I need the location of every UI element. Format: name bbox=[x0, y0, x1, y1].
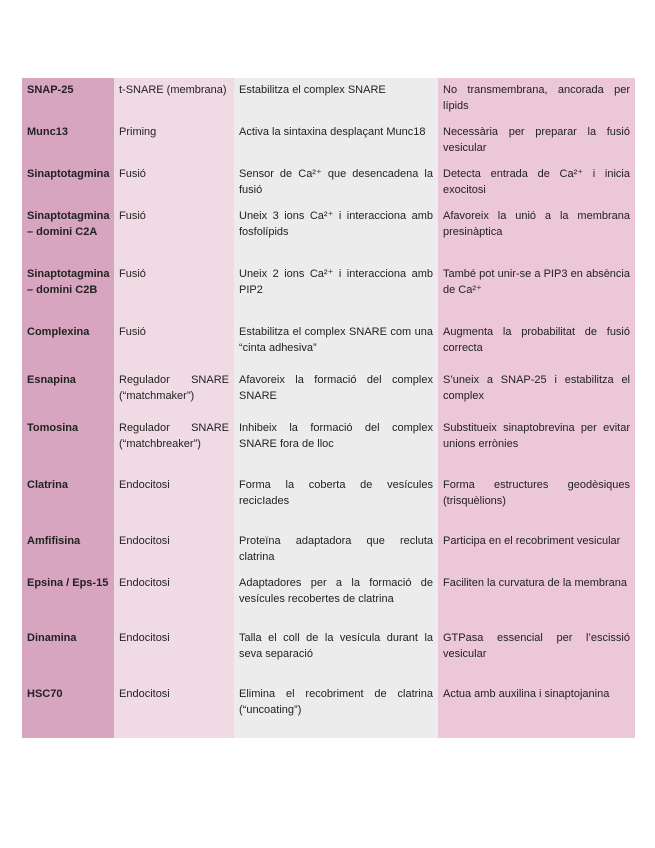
description-cell: Adaptadores per a la formació de vesícules recobertes de clatrina bbox=[234, 571, 438, 626]
table-row bbox=[22, 682, 635, 738]
function-cell: Endocitosi bbox=[114, 682, 234, 738]
protein-name-cell: Sinaptotagmina – domini C2A bbox=[22, 204, 114, 262]
table-row bbox=[22, 571, 635, 626]
description-cell: Talla el coll de la vesícula durant la seva separació bbox=[234, 626, 438, 682]
table-row bbox=[22, 416, 635, 473]
protein-name-cell: HSC70 bbox=[22, 682, 114, 738]
note-cell: Actua amb auxilina i sinaptojanina bbox=[438, 682, 635, 738]
function-cell: Fusió bbox=[114, 162, 234, 204]
function-cell: Priming bbox=[114, 120, 234, 162]
function-cell: Endocitosi bbox=[114, 626, 234, 682]
description-cell: Proteïna adaptadora que recluta clatrina bbox=[234, 529, 438, 571]
table-body bbox=[22, 78, 635, 738]
protein-name-cell: Complexina bbox=[22, 320, 114, 368]
function-cell: Endocitosi bbox=[114, 571, 234, 626]
protein-table bbox=[22, 78, 635, 738]
description-cell: Activa la sintaxina desplaçant Munc18 bbox=[234, 120, 438, 162]
protein-name-cell: Sinaptotagmina bbox=[22, 162, 114, 204]
protein-name-cell: SNAP-25 bbox=[22, 78, 114, 120]
note-cell: No transmembrana, ancorada per lípids bbox=[438, 78, 635, 120]
function-cell: Endocitosi bbox=[114, 529, 234, 571]
description-cell: Elimina el recobriment de clatrina (“uncoating”) bbox=[234, 682, 438, 738]
protein-name-cell: Amfifisina bbox=[22, 529, 114, 571]
protein-name-cell: Epsina / Eps-15 bbox=[22, 571, 114, 626]
note-cell: Augmenta la probabilitat de fusió correcta bbox=[438, 320, 635, 368]
description-cell: Afavoreix la formació del complex SNARE bbox=[234, 368, 438, 416]
function-cell: Fusió bbox=[114, 320, 234, 368]
note-cell: Faciliten la curvatura de la membrana bbox=[438, 571, 635, 626]
note-cell: Necessària per preparar la fusió vesicular bbox=[438, 120, 635, 162]
description-cell: Forma la coberta de vesícules recicIades bbox=[234, 473, 438, 529]
table-row bbox=[22, 368, 635, 416]
protein-name-cell: Esnapina bbox=[22, 368, 114, 416]
note-cell: Participa en el recobriment vesicular bbox=[438, 529, 635, 571]
note-cell: Afavoreix la unió a la membrana presinàptica bbox=[438, 204, 635, 262]
function-cell: Fusió bbox=[114, 204, 234, 262]
description-cell: Uneix 3 ions Ca²⁺ i interacciona amb fosfolípids bbox=[234, 204, 438, 262]
function-cell: Endocitosi bbox=[114, 473, 234, 529]
note-cell: GTPasa essencial per l’escissió vesicular bbox=[438, 626, 635, 682]
function-cell: Regulador SNARE (“matchbreaker”) bbox=[114, 416, 234, 473]
protein-name-cell: Sinaptotagmina – domini C2B bbox=[22, 262, 114, 320]
note-cell: S’uneix a SNAP-25 i estabilitza el complex bbox=[438, 368, 635, 416]
table-row bbox=[22, 162, 635, 204]
description-cell: Inhibeix la formació del complex SNARE fora de lloc bbox=[234, 416, 438, 473]
table-row bbox=[22, 529, 635, 571]
protein-name-cell: Tomosina bbox=[22, 416, 114, 473]
description-cell: Estabilitza el complex SNARE com una “cinta adhesiva” bbox=[234, 320, 438, 368]
description-cell: Estabilitza el complex SNARE bbox=[234, 78, 438, 120]
protein-name-cell: Munc13 bbox=[22, 120, 114, 162]
description-cell: Uneix 2 ions Ca²⁺ i interacciona amb PIP2 bbox=[234, 262, 438, 320]
table-row bbox=[22, 626, 635, 682]
table-row bbox=[22, 262, 635, 320]
function-cell: Fusió bbox=[114, 262, 234, 320]
note-cell: Substitueix sinaptobrevina per evitar unions errònies bbox=[438, 416, 635, 473]
table-row bbox=[22, 320, 635, 368]
protein-name-cell: Clatrina bbox=[22, 473, 114, 529]
table-row bbox=[22, 120, 635, 162]
note-cell: Forma estructures geodèsiques (trisquèlions) bbox=[438, 473, 635, 529]
note-cell: Detecta entrada de Ca²⁺ i inicia exocitosi bbox=[438, 162, 635, 204]
table-row bbox=[22, 473, 635, 529]
function-cell: Regulador SNARE (“matchmaker”) bbox=[114, 368, 234, 416]
function-cell: t-SNARE (membrana) bbox=[114, 78, 234, 120]
table-row bbox=[22, 78, 635, 120]
note-cell: També pot unir-se a PIP3 en absència de Ca²⁺ bbox=[438, 262, 635, 320]
protein-name-cell: Dinamina bbox=[22, 626, 114, 682]
table-row bbox=[22, 204, 635, 262]
description-cell: Sensor de Ca²⁺ que desencadena la fusió bbox=[234, 162, 438, 204]
